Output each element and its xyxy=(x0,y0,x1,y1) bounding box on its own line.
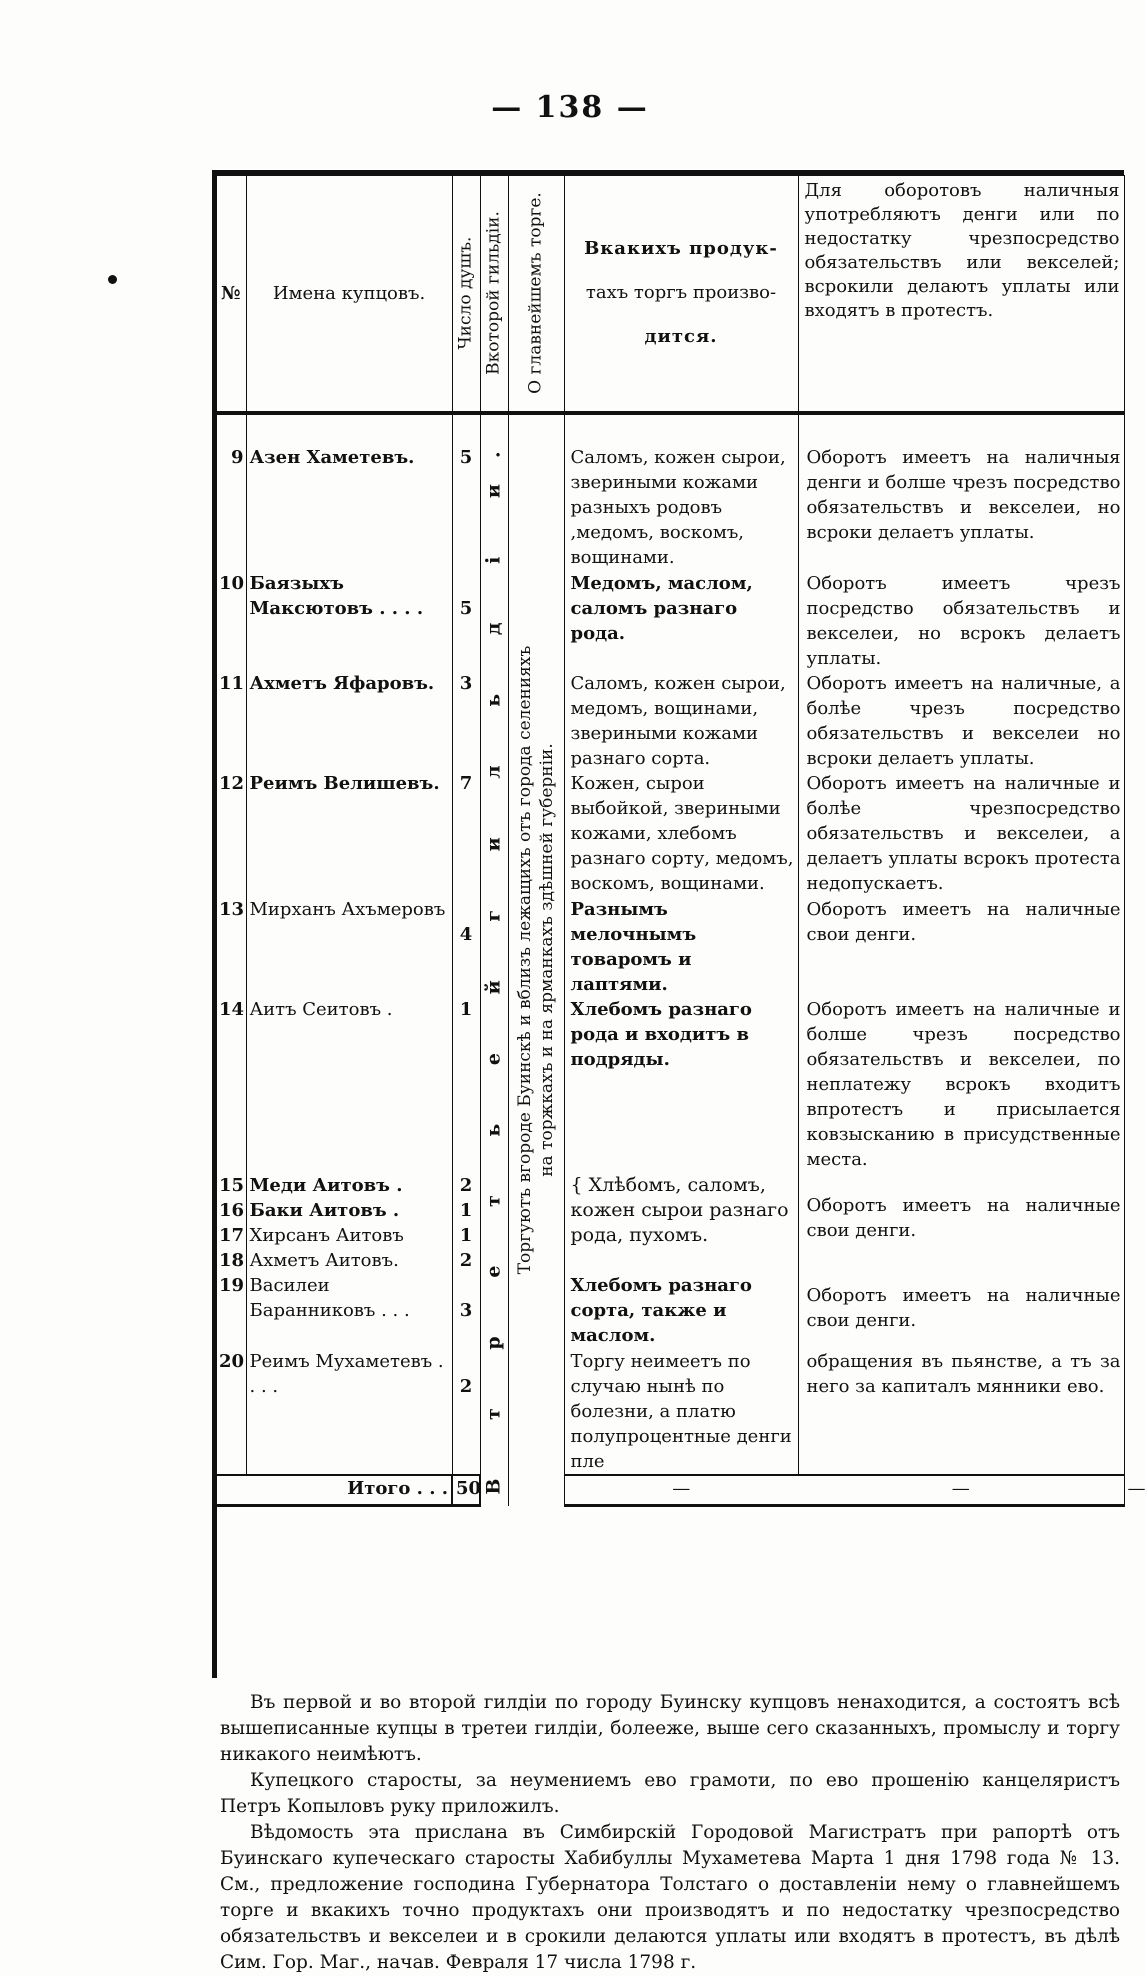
trade-vertical: Торгуютъ вгороде Буинскѣ и вблизъ лежащихъ отъ города селенияхъ на торжкахъ и на ярманкахъ здѣшней губерніи. xyxy=(508,413,564,1506)
header-num: № xyxy=(216,175,246,413)
footnotes xyxy=(220,1690,1120,1976)
merchant-ledger-table xyxy=(216,175,1146,1507)
table-row: 11 Ахметъ Яфаровъ. 3 Саломъ, кожен сырои, медомъ, вощинами, звериными кожами разнаго сорта. Оборотъ имеетъ на наличные, а болѣе чрезъ посредство обязательствъ и векселеи но всроки делаетъ уплаты. xyxy=(216,671,1124,771)
note-1: Въ первой и во второй гилдіи по городу Буинску купцовъ ненаходится, а состоятъ всѣ вышеписанные купцы в третеи гилдіи, болееже, выше сего сказанныхъ, промыслу и торгу никакого неимѣютъ. xyxy=(220,1692,1120,1765)
header-souls: Число душъ. xyxy=(452,175,480,413)
table-row: 9 Азен Хаметевъ. 5 В т р е т ь е й г и л ь д і и. Торгуютъ вгороде Буинскѣ и вблизъ лежащихъ отъ города селенияхъ на торжкахъ и на ярманкахъ здѣшней губерніи. Саломъ, кожен сырои, звериными кожами разныхъ родовъ ,медомъ, воскомъ, вощинами. Оборотъ имеетъ на наличныя денги и болше чрезъ посредство обязательствъ и векселеи, но всроки делаетъ уплаты. xyxy=(216,413,1124,571)
table-row: 15 Меди Аитовъ . 2 { Хлѣбомъ, саломъ, кожен сырои разнаго рода, пухомъ. Оборотъ имеетъ на наличные свои денги. xyxy=(216,1173,1124,1198)
page-number: — 138 — xyxy=(491,90,649,125)
margin-ink-dot xyxy=(108,275,117,284)
table-row: 20 Реимъ Мухаметевъ . . . . 2 Торгу неимеетъ по случаю нынѣ по болезни, а платю полупроцентные денги пле обращения въ пьянстве, а тъ за него за капиталъ мянники ево. xyxy=(216,1349,1124,1475)
header-names: Имена купцовъ. xyxy=(246,175,452,413)
table-row: 19 Василеи Баранниковъ . . . 3 Хлебомъ разнаго сорта, также и маслом. Оборотъ имеетъ на наличные свои денги. xyxy=(216,1273,1124,1349)
group-products: { Хлѣбомъ, саломъ, кожен сырои разнаго рода, пухомъ. xyxy=(564,1173,798,1273)
table-row: 10 Баязыхъ Максютовъ . . . . 5 Медомъ, маслом, саломъ разнаго рода. Оборотъ имеетъ чрезъ посредство обязательствъ и векселеи, но всрокъ делаетъ уплаты. xyxy=(216,571,1124,671)
total-label: Итого . . . xyxy=(246,1475,452,1506)
table-row: 12 Реимъ Велишевъ. 7 Кожен, сырои выбойкой, звериными кожами, хлебомъ разнаго сорту, медомъ, воскомъ, вощинами. Оборотъ имеетъ на наличные и болѣе чрезпосредство обязательствъ и векселеи, а делаетъ уплаты всрокъ протеста недопускаетъ. xyxy=(216,771,1124,897)
table-row: 17 Хирсанъ Аитовъ 1 xyxy=(216,1223,1124,1248)
table-row: 13 Мирханъ Ахъмеровъ 4 Разнымъ мелочнымъ товаромъ и лаптями. Оборотъ имеетъ на наличные свои денги. xyxy=(216,897,1124,997)
header-row xyxy=(216,175,1124,413)
table-row: 14 Аитъ Сеитовъ . 1 Хлебомъ разнаго рода и входитъ в подряды. Оборотъ имеетъ на наличные и болше чрезъ посредство обязательствъ и векселеи, по неплатежу всрокъ входитъ впротестъ и присылается ковзысканию в присудственные места. xyxy=(216,997,1124,1173)
note-3: Вѣдомость эта прислана въ Симбирскій Городовой Магистратъ при рапортѣ отъ Буинскаго купеческаго старосты Хабибуллы Мухаметева Марта 1 дня 1798 года № 13. См., предложение господина Губернатора Толстаго о доставленіи нему о главнейшемъ торге и вкакихъ точно продуктахъ они производятъ и по недостатку чрезпосредство обязательствъ и векселеи и в срокили делаются уплаты или входятъ в протестъ, въ дѣлѣ Сим. Гор. Маг., начав. Февраля 17 числа 1798 г. xyxy=(220,1822,1120,1973)
header-turnover: Для оборотовъ наличныя употребляютъ денги или по недостатку чрезпосредство обязательствъ или векселей; всрокили делаютъ уплаты или входятъ в протестъ. xyxy=(798,175,1124,413)
total-souls: 50 xyxy=(452,1475,480,1506)
note-2: Купецкого старосты, за неумениемъ ево грамоти, по ево прошенію канцеляристъ Петръ Копыловъ руку приложилъ. xyxy=(220,1770,1120,1817)
table-row: 18 Ахметъ Аитовъ. 2 xyxy=(216,1248,1124,1273)
table-row: 16 Баки Аитовъ . 1 xyxy=(216,1198,1124,1223)
group-turnover: Оборотъ имеетъ на наличные свои денги. xyxy=(798,1173,1124,1273)
header-main-trade: О главнейшемъ торге. xyxy=(508,175,564,413)
guild-vertical: В т р е т ь е й г и л ь д і и. xyxy=(480,413,508,1506)
total-row: Итого . . . 50 — — — xyxy=(216,1475,1124,1506)
header-products: Вкакихъ продук- тахъ торгъ произво- дится. xyxy=(564,175,798,413)
header-guild: Вкоторой гильдіи. xyxy=(480,175,508,413)
